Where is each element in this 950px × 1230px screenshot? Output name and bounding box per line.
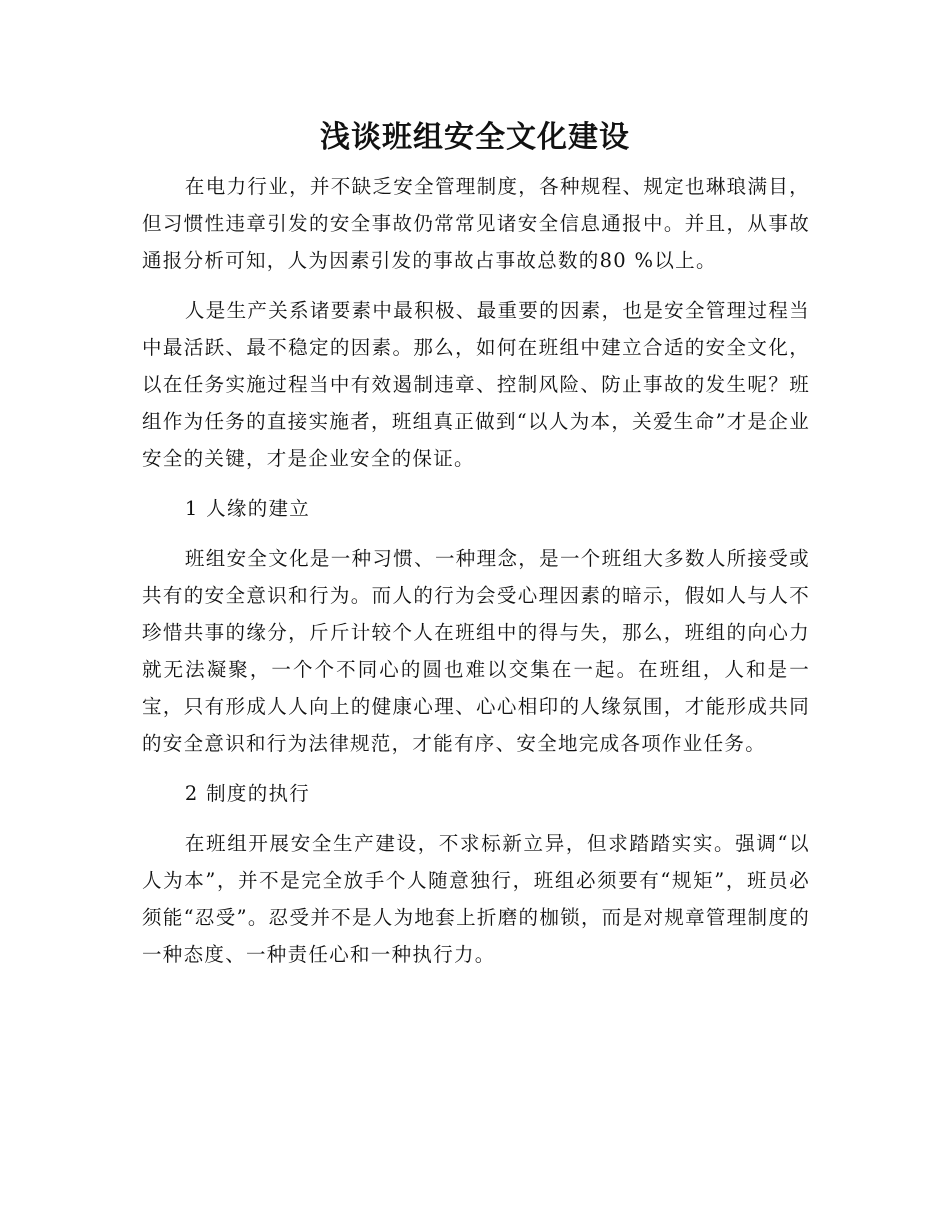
section-heading-1: 1 人缘的建立 — [184, 497, 311, 520]
section-1-paragraph-1: 班组安全文化是一种习惯、一种理念，是一个班组大多数人所接受或共有的安全意识和行为。而人的行为会受心理因素的暗示，假如人与人不珍惜共事的缘分，斤斤计较个人在班组中的得与失，那么，班组的向心力就无法凝聚，一个个不同心的圆也难以交集在一起。在班组，人和是一宝，只有形成人人向上的健康心理、心心相印的人缘氛围，才能形成共同的安全意识和行为法律规范，才能有序、安全地完成各项作业任务。 — [142, 547, 810, 755]
section-heading-2: 2 制度的执行 — [184, 782, 311, 805]
document-title: 浅谈班组安全文化建设 — [320, 120, 630, 155]
intro-paragraph-2: 人是生产关系诸要素中最积极、最重要的因素，也是安全管理过程当中最活跃、最不稳定的因素。那么，如何在班组中建立合适的安全文化，以在任务实施过程当中有效遏制违章、控制风险、防止事故的发生呢？班组作为任务的直接实施者，班组真正做到“以人为本，关爱生命”才是企业安全的关键，才是企业安全的保证。 — [142, 299, 810, 470]
intro-paragraph-1: 在电力行业，并不缺乏安全管理制度，各种规程、规定也琳琅满目，但习惯性违章引发的安全事故仍常常见诸安全信息通报中。并且，从事故通报分析可知，人为因素引发的事故占事故总数的80 %以上。 — [142, 175, 810, 272]
section-2-paragraph-1: 在班组开展安全生产建设，不求标新立异，但求踏踏实实。强调“以人为本”，并不是完全放手个人随意独行，班组必须要有“规矩”，班员必须能“忍受”。忍受并不是人为地套上折磨的枷锁，而是对规章管理制度的一种态度、一种责任心和一种执行力。 — [142, 832, 810, 966]
document-body — [142, 168, 810, 986]
